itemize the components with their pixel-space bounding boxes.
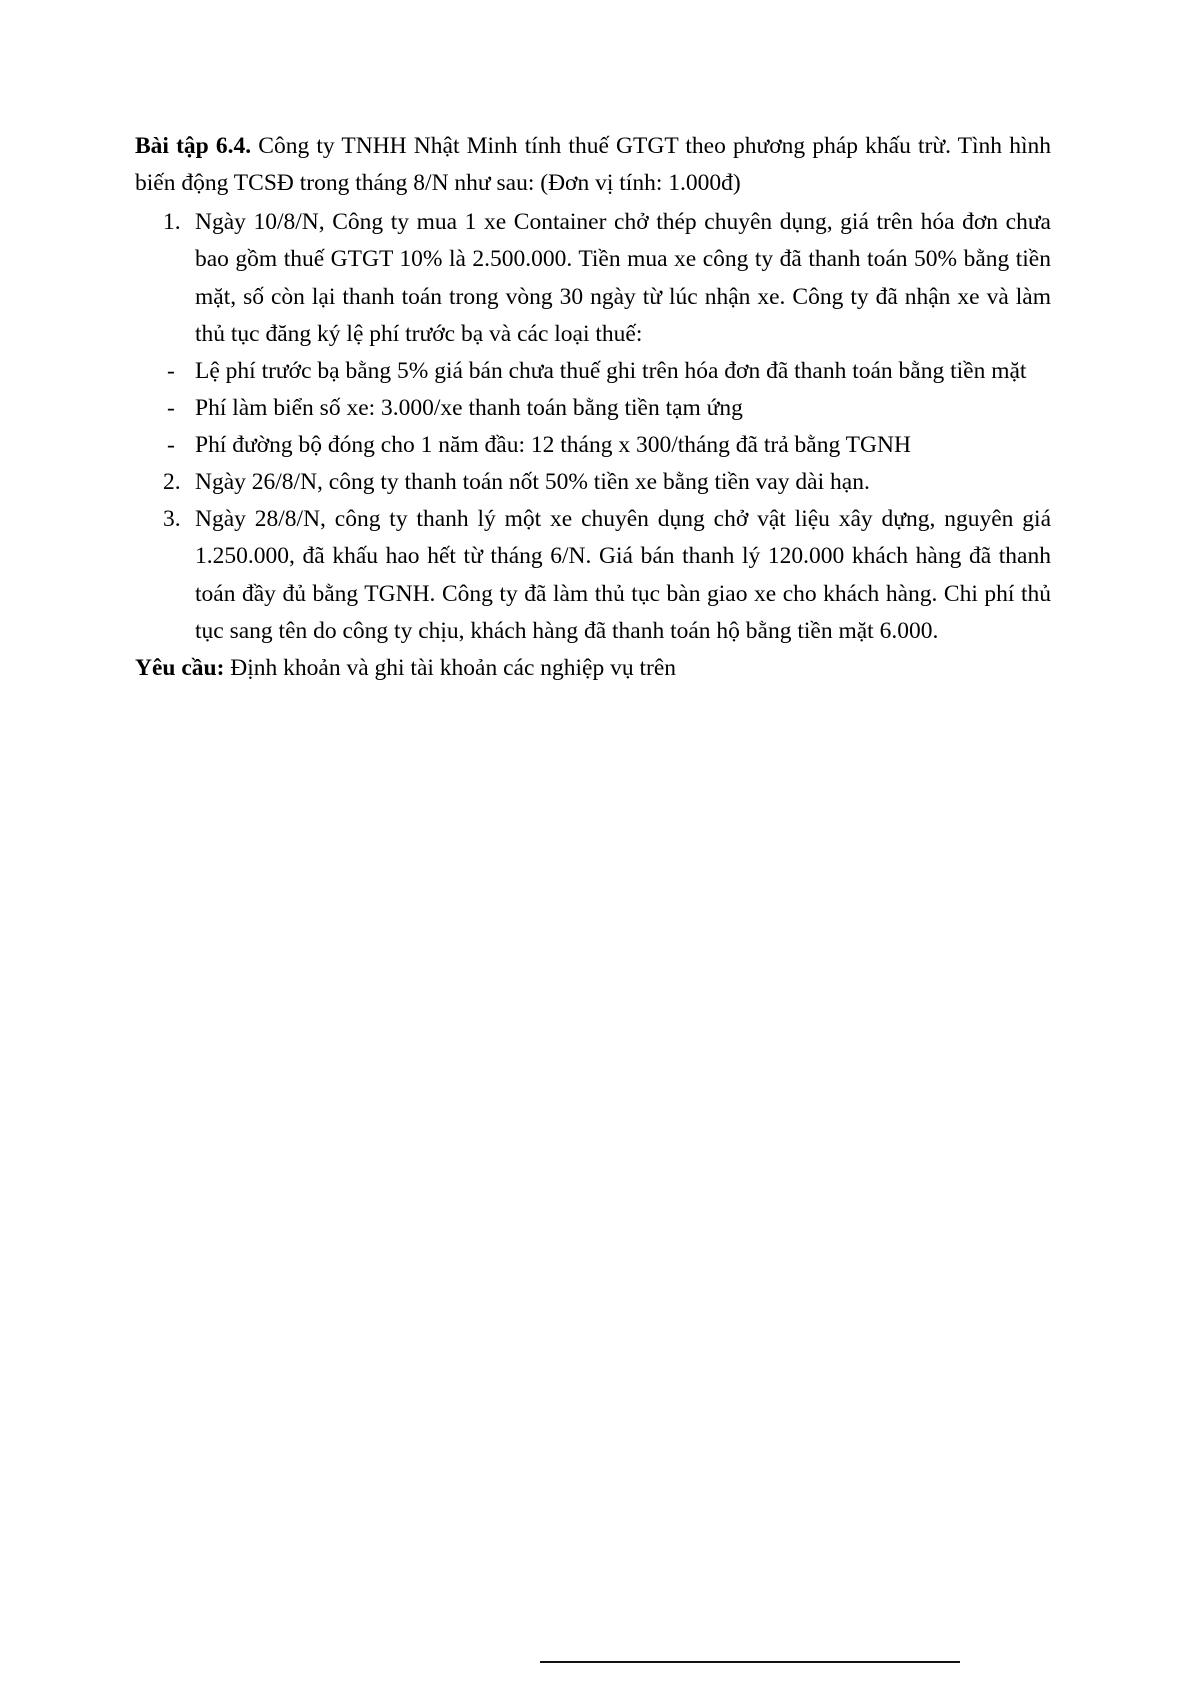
list-item	[135, 464, 1051, 501]
list-item-text: Ngày 26/8/N, công ty thanh toán nốt 50% tiền xe bằng tiền vay dài hạn.	[195, 469, 870, 496]
list-item	[135, 501, 1051, 650]
list-item-text: Phí làm biển số xe: 3.000/xe thanh toán bằng tiền tạm ứng	[195, 394, 743, 421]
list-item	[135, 204, 1051, 353]
exercise-label: Bài tập 6.4.	[135, 133, 252, 159]
list-marker: -	[167, 394, 175, 421]
list-marker: 3.	[163, 506, 181, 533]
list-marker: 1.	[163, 209, 181, 236]
exercise-intro-text: Công ty TNHH Nhật Minh tính thuế GTGT theo phương pháp khấu trừ. Tình hình biến động TCSĐ trong tháng 8/N như sau: (Đơn vị tính: 1.000đ)	[135, 133, 1051, 197]
list-item	[135, 427, 1051, 464]
requirement-text: Định khoản và ghi tài khoản các nghiệp vụ trên	[224, 654, 677, 681]
list-item-text: Lệ phí trước bạ bằng 5% giá bán chưa thuế ghi trên hóa đơn đã thanh toán bằng tiền mặt	[195, 357, 1027, 384]
requirement-paragraph	[135, 650, 1051, 687]
list-item	[135, 390, 1051, 427]
list-item-text: Ngày 28/8/N, công ty thanh lý một xe chuyên dụng chở vật liệu xây dựng, nguyên giá 1.250.000, đã khấu hao hết từ tháng 6/N. Giá bán thanh lý 120.000 khách hàng đã thanh toán đầy đủ bằng TGNH. Công ty đã làm thủ tục bàn giao xe cho khách hàng. Chi phí thủ tục sang tên do công ty chịu, khách hàng đã thanh toán hộ bằng tiền mặt 6.000.	[195, 506, 1051, 644]
list-item-text: Phí đường bộ đóng cho 1 năm đầu: 12 tháng x 300/tháng đã trả bằng TGNH	[195, 432, 911, 458]
dash-list	[135, 353, 1051, 464]
list-item-text: Ngày 10/8/N, Công ty mua 1 xe Container chở thép chuyên dụng, giá trên hóa đơn chưa bao gồm thuế GTGT 10% là 2.500.000. Tiền mua xe công ty đã thanh toán 50% bằng tiền mặt, số còn lại thanh toán trong vòng 30 ngày từ lúc nhận xe. Công ty đã nhận xe và làm thủ tục đăng ký lệ phí trước bạ và các loại thuế:	[195, 209, 1051, 347]
footer-artifact	[560, 1667, 940, 1685]
list-marker: -	[167, 357, 175, 384]
list-item	[135, 353, 1051, 390]
exercise-intro-paragraph	[135, 128, 1051, 202]
requirement-label: Yêu cầu:	[135, 654, 225, 681]
numbered-list-part-one	[135, 204, 1051, 353]
footer-divider	[540, 1661, 960, 1663]
document-body	[135, 128, 1051, 687]
list-marker: 2.	[163, 469, 181, 496]
numbered-list-part-two	[135, 464, 1051, 650]
list-marker: -	[167, 432, 175, 458]
